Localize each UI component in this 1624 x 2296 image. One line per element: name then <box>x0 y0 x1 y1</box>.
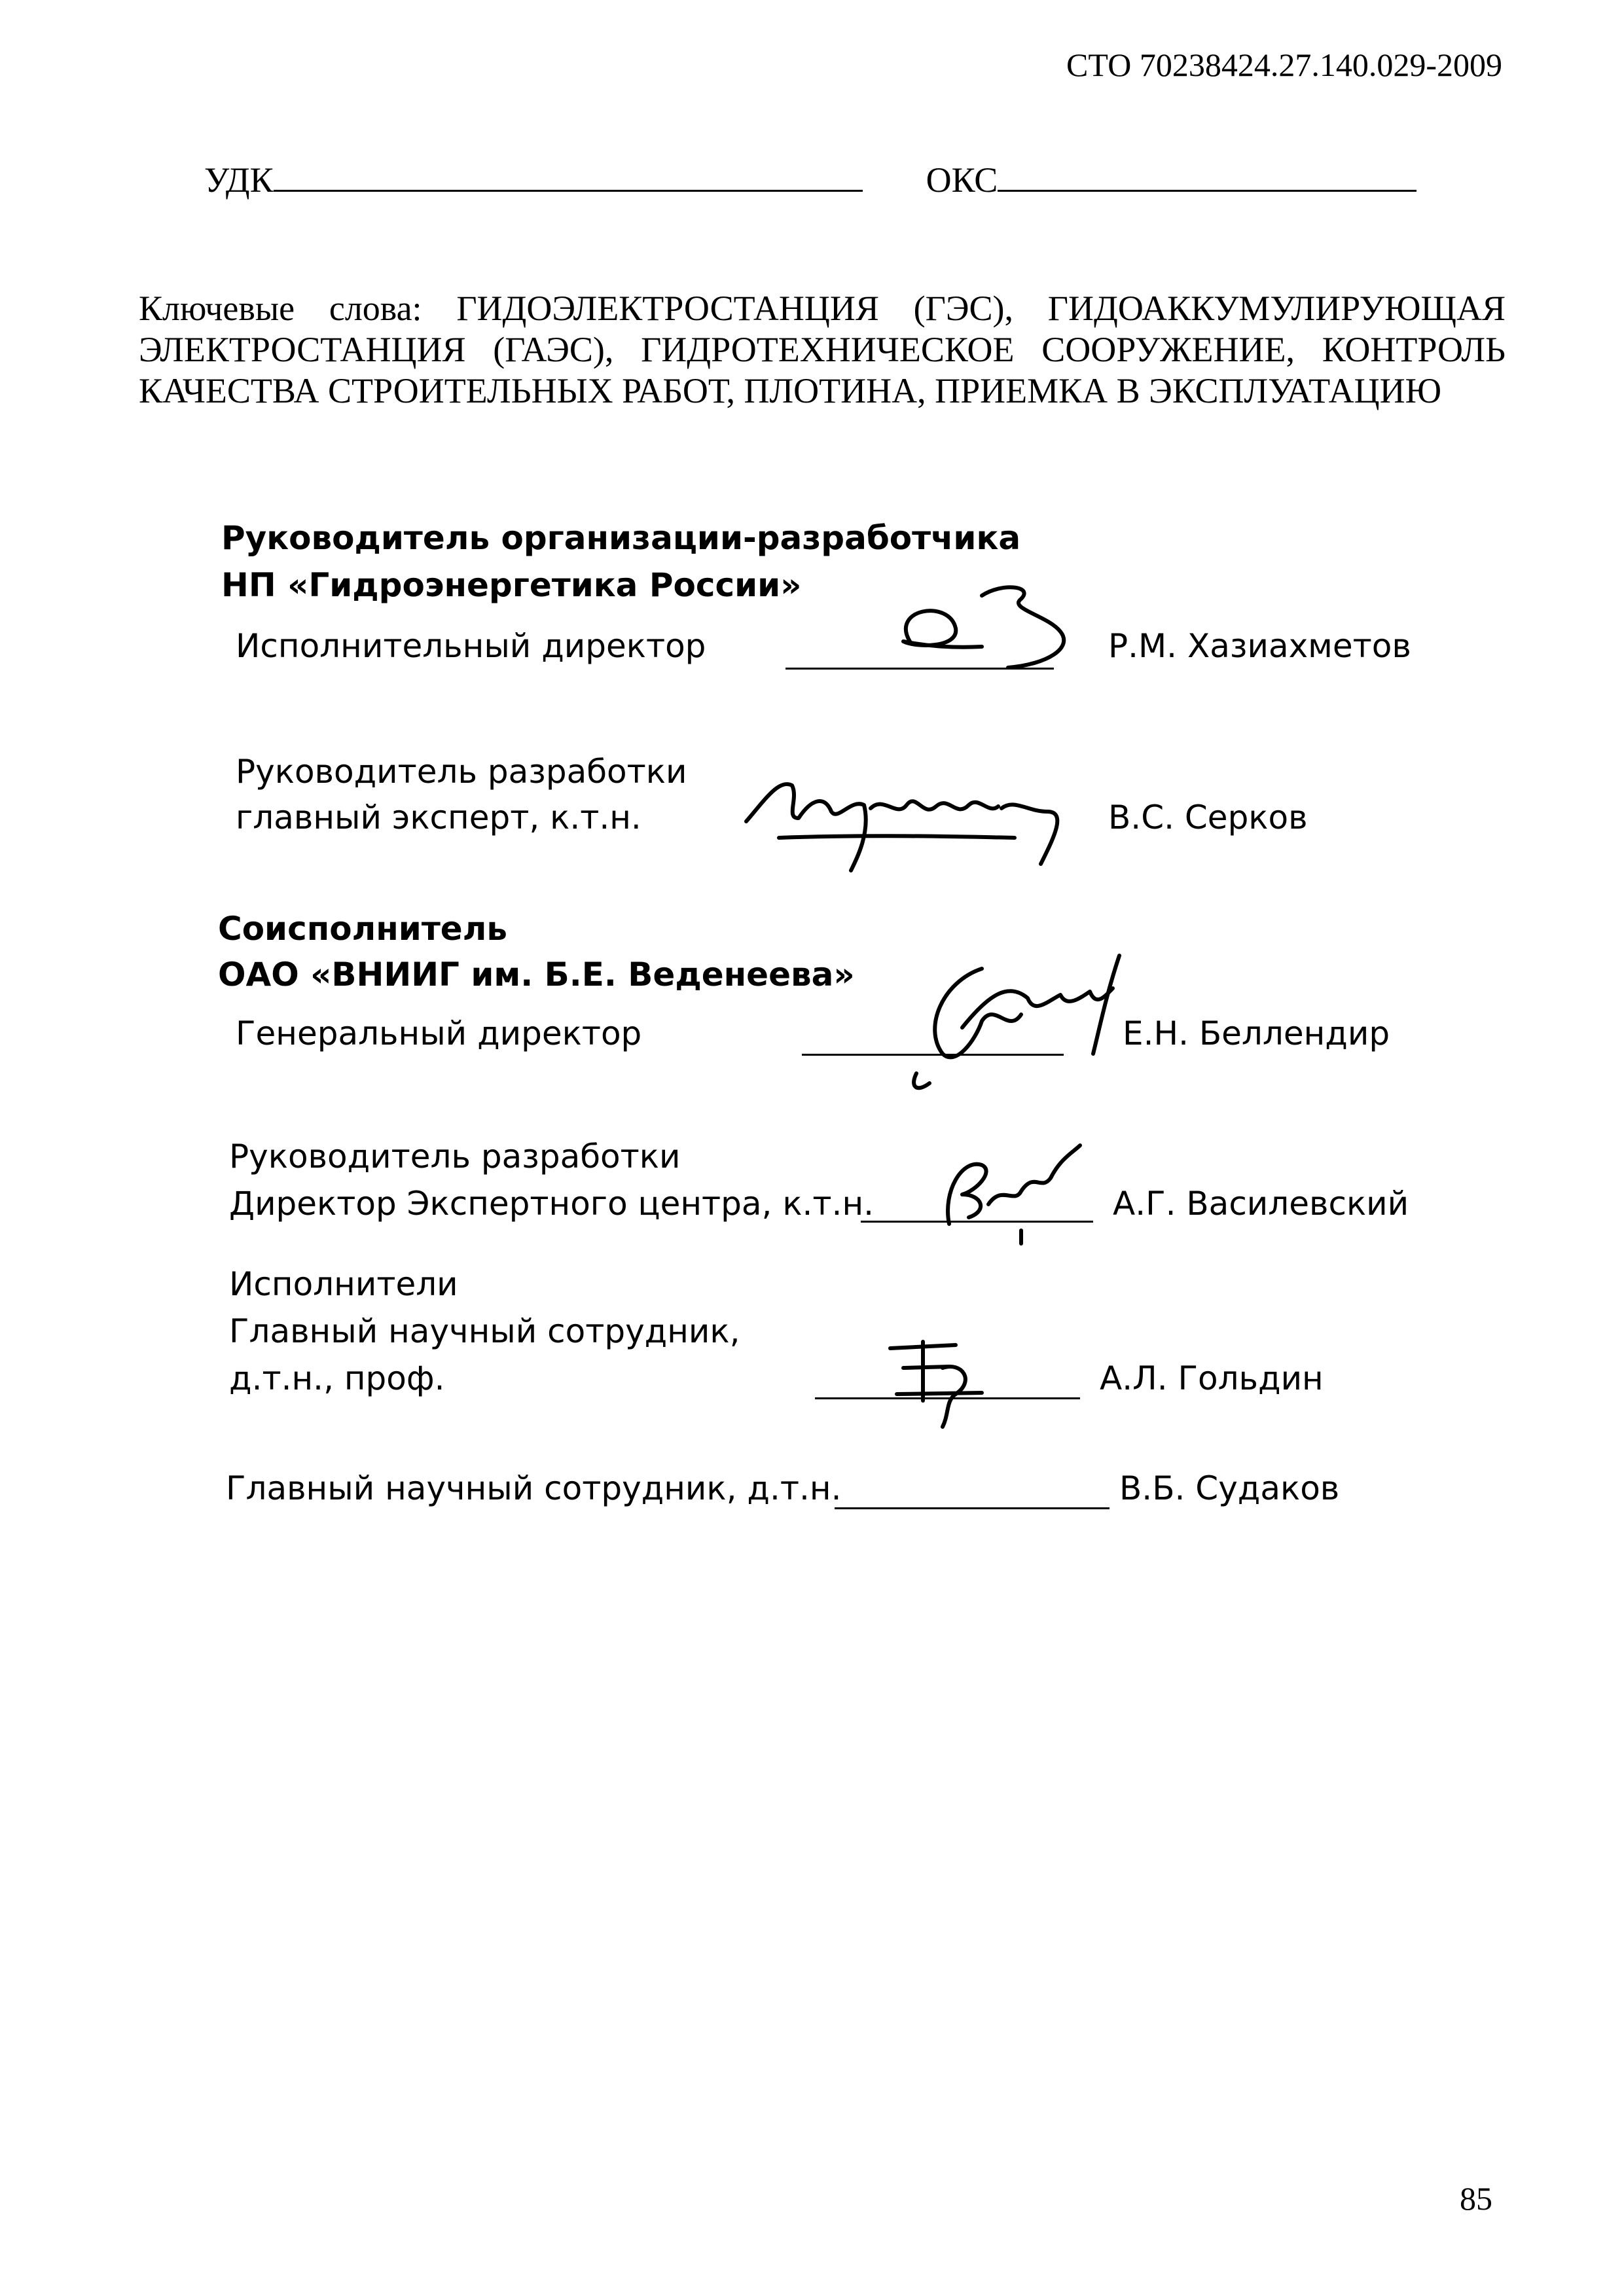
signature-serkov <box>740 759 1080 884</box>
developer-heading-2: НП «Гидроэнергетика России» <box>221 566 802 604</box>
developer-lead-position-2: главный эксперт, к.т.н. <box>236 798 641 836</box>
codeveloper-director-position: Генеральный директор <box>236 1014 642 1052</box>
developer-heading-1: Руководитель организации-разработчика <box>221 519 1021 557</box>
executor1-position-2: д.т.н., проф. <box>229 1359 445 1397</box>
page-number: 85 <box>1460 2180 1492 2217</box>
keywords-paragraph: Ключевые слова: ГИДОЭЛЕКТРОСТАНЦИЯ (ГЭС), ГИДОАККУМУЛИРУЮЩАЯ ЭЛЕКТРОСТАНЦИЯ (ГАЭС), ГИДРОТЕХНИЧЕСКОЕ СООРУЖЕНИЕ, КОНТРОЛЬ КАЧЕСТВА СТРОИТЕЛЬНЫХ РАБОТ, ПЛОТИНА, ПРИЕМКА В ЭКСПЛУАТАЦИЮ <box>139 289 1506 410</box>
codeveloper-lead-name: А.Г. Василевский <box>1113 1185 1409 1223</box>
classification-row <box>204 157 1416 200</box>
oks-field <box>998 157 1416 192</box>
oks-label: ОКС <box>926 160 998 200</box>
codeveloper-heading-1: Соисполнитель <box>218 910 507 948</box>
developer-lead-position-1: Руководитель разработки <box>236 753 687 791</box>
codeveloper-lead-position-2: Директор Экспертного центра, к.т.н. <box>229 1185 875 1223</box>
signature-khaziakhmetov <box>877 569 1074 687</box>
executor1-position-1: Главный научный сотрудник, <box>229 1312 740 1350</box>
udk-label: УДК <box>204 160 274 200</box>
signature-vasilevsky <box>923 1132 1093 1237</box>
codeveloper-lead-position-1: Руководитель разработки <box>229 1138 681 1175</box>
signature-goldin <box>877 1329 1008 1433</box>
executors-heading: Исполнители <box>229 1265 458 1303</box>
standard-code: СТО 70238424.27.140.029-2009 <box>1066 46 1502 83</box>
executor2-name: В.Б. Судаков <box>1119 1469 1340 1507</box>
signature-line <box>835 1507 1110 1509</box>
executor2-position: Главный научный сотрудник, д.т.н. <box>226 1469 842 1507</box>
udk-field <box>274 157 863 192</box>
executor1-name: А.Л. Гольдин <box>1100 1359 1324 1397</box>
codeveloper-heading-2: ОАО «ВНИИГ им. Б.Е. Веденеева» <box>218 956 855 994</box>
developer-director-name: Р.М. Хазиахметов <box>1108 627 1411 665</box>
developer-lead-name: В.С. Серков <box>1108 798 1308 836</box>
codeveloper-director-name: Е.Н. Беллендир <box>1123 1014 1390 1052</box>
developer-director-position: Исполнительный директор <box>236 627 706 665</box>
